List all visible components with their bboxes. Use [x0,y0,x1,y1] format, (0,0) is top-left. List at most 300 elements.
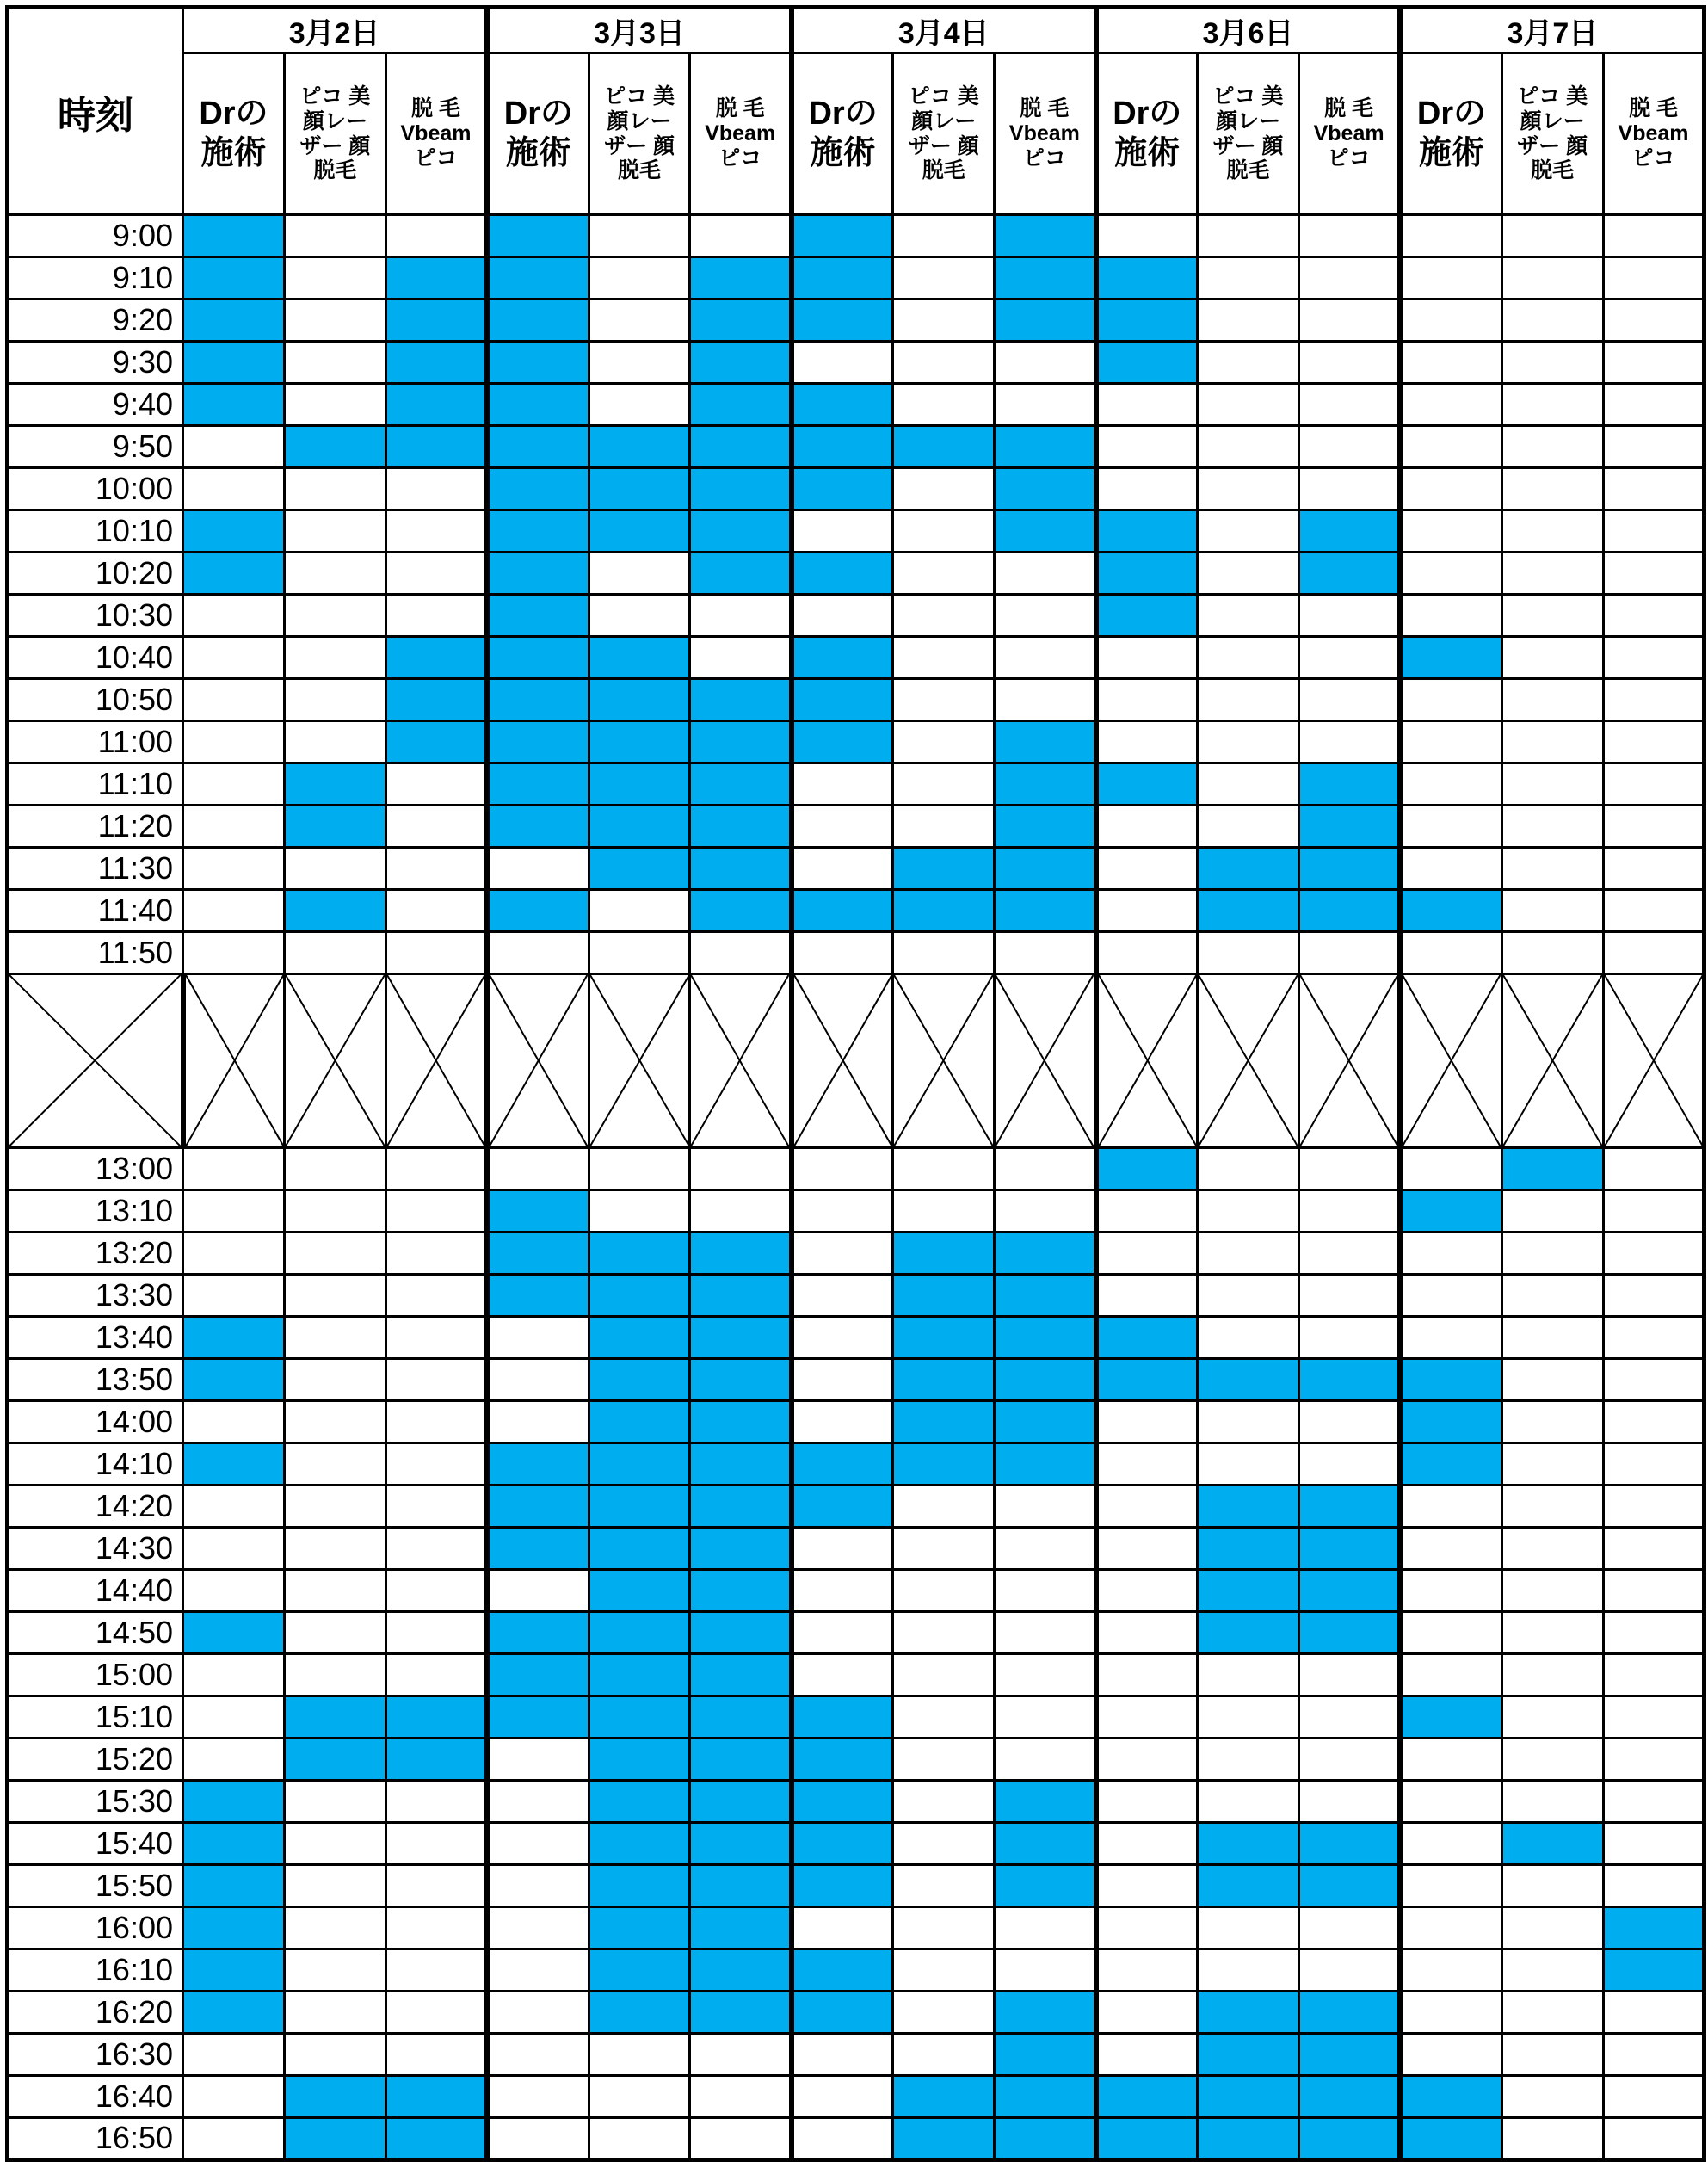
open-slot[interactable] [183,1189,285,1232]
open-slot[interactable] [1198,763,1299,806]
open-slot[interactable] [1603,2117,1705,2159]
open-slot[interactable] [1198,932,1299,974]
open-slot[interactable] [1400,426,1501,468]
booked-slot[interactable] [589,510,690,553]
booked-slot[interactable] [385,384,487,426]
open-slot[interactable] [1603,1527,1705,1569]
open-slot[interactable] [1096,1569,1198,1611]
booked-slot[interactable] [589,1485,690,1527]
open-slot[interactable] [1198,1949,1299,1991]
open-slot[interactable] [1501,426,1603,468]
open-slot[interactable] [995,1906,1096,1949]
open-slot[interactable] [1501,1442,1603,1485]
booked-slot[interactable] [1198,1991,1299,2033]
open-slot[interactable] [1096,1400,1198,1442]
open-slot[interactable] [792,1400,893,1442]
open-slot[interactable] [183,2033,285,2075]
open-slot[interactable] [995,1147,1096,1189]
open-slot[interactable] [1400,1906,1501,1949]
open-slot[interactable] [893,257,995,300]
booked-slot[interactable] [589,763,690,806]
open-slot[interactable] [1501,1189,1603,1232]
booked-slot[interactable] [1298,806,1400,848]
open-slot[interactable] [589,1189,690,1232]
open-slot[interactable] [792,1147,893,1189]
open-slot[interactable] [893,1906,995,1949]
open-slot[interactable] [1400,679,1501,721]
booked-slot[interactable] [792,384,893,426]
booked-slot[interactable] [792,215,893,257]
open-slot[interactable] [1298,1274,1400,1316]
open-slot[interactable] [893,1822,995,1864]
open-slot[interactable] [1603,1822,1705,1864]
open-slot[interactable] [385,1822,487,1864]
booked-slot[interactable] [1198,2075,1299,2117]
open-slot[interactable] [1096,806,1198,848]
open-slot[interactable] [589,2117,690,2159]
open-slot[interactable] [183,1147,285,1189]
open-slot[interactable] [995,679,1096,721]
open-slot[interactable] [1501,932,1603,974]
open-slot[interactable] [893,1569,995,1611]
booked-slot[interactable] [1298,2117,1400,2159]
booked-slot[interactable] [690,763,792,806]
booked-slot[interactable] [995,426,1096,468]
open-slot[interactable] [284,1653,385,1696]
open-slot[interactable] [183,468,285,510]
open-slot[interactable] [183,721,285,763]
open-slot[interactable] [690,2117,792,2159]
booked-slot[interactable] [1400,890,1501,932]
booked-slot[interactable] [690,1569,792,1611]
booked-slot[interactable] [690,510,792,553]
open-slot[interactable] [1400,384,1501,426]
booked-slot[interactable] [487,1653,589,1696]
open-slot[interactable] [589,553,690,595]
open-slot[interactable] [385,1485,487,1527]
open-slot[interactable] [284,1189,385,1232]
open-slot[interactable] [1096,1442,1198,1485]
open-slot[interactable] [1198,1274,1299,1316]
open-slot[interactable] [1501,1906,1603,1949]
booked-slot[interactable] [893,1274,995,1316]
open-slot[interactable] [1298,1442,1400,1485]
open-slot[interactable] [1096,1527,1198,1569]
open-slot[interactable] [385,1442,487,1485]
open-slot[interactable] [995,932,1096,974]
open-slot[interactable] [1198,215,1299,257]
open-slot[interactable] [183,1527,285,1569]
booked-slot[interactable] [385,721,487,763]
open-slot[interactable] [995,1738,1096,1780]
open-slot[interactable] [1198,1906,1299,1949]
open-slot[interactable] [284,1485,385,1527]
booked-slot[interactable] [284,806,385,848]
open-slot[interactable] [385,806,487,848]
booked-slot[interactable] [690,1274,792,1316]
open-slot[interactable] [1198,1780,1299,1822]
booked-slot[interactable] [1400,1400,1501,1442]
booked-slot[interactable] [1603,1949,1705,1991]
open-slot[interactable] [1603,1274,1705,1316]
booked-slot[interactable] [995,257,1096,300]
open-slot[interactable] [385,1400,487,1442]
open-slot[interactable] [792,1611,893,1653]
open-slot[interactable] [183,2075,285,2117]
open-slot[interactable] [589,932,690,974]
booked-slot[interactable] [589,1991,690,2033]
booked-slot[interactable] [284,1696,385,1738]
booked-slot[interactable] [1603,1906,1705,1949]
booked-slot[interactable] [589,721,690,763]
booked-slot[interactable] [385,2075,487,2117]
open-slot[interactable] [284,1442,385,1485]
booked-slot[interactable] [690,679,792,721]
booked-slot[interactable] [589,1696,690,1738]
booked-slot[interactable] [1400,1442,1501,1485]
booked-slot[interactable] [1298,1569,1400,1611]
open-slot[interactable] [1400,1949,1501,1991]
booked-slot[interactable] [183,215,285,257]
booked-slot[interactable] [690,257,792,300]
open-slot[interactable] [893,1738,995,1780]
booked-slot[interactable] [487,426,589,468]
booked-slot[interactable] [690,1780,792,1822]
open-slot[interactable] [1400,1738,1501,1780]
open-slot[interactable] [1298,1189,1400,1232]
booked-slot[interactable] [690,468,792,510]
open-slot[interactable] [1501,257,1603,300]
booked-slot[interactable] [690,1653,792,1696]
open-slot[interactable] [1198,300,1299,342]
booked-slot[interactable] [893,890,995,932]
booked-slot[interactable] [893,1232,995,1274]
open-slot[interactable] [1096,932,1198,974]
open-slot[interactable] [1298,721,1400,763]
open-slot[interactable] [690,637,792,679]
open-slot[interactable] [1603,721,1705,763]
open-slot[interactable] [589,257,690,300]
booked-slot[interactable] [792,1696,893,1738]
booked-slot[interactable] [995,215,1096,257]
open-slot[interactable] [589,1147,690,1189]
open-slot[interactable] [1603,1653,1705,1696]
booked-slot[interactable] [487,215,589,257]
open-slot[interactable] [385,1949,487,1991]
open-slot[interactable] [284,679,385,721]
booked-slot[interactable] [183,1442,285,1485]
open-slot[interactable] [284,468,385,510]
booked-slot[interactable] [589,468,690,510]
booked-slot[interactable] [690,721,792,763]
open-slot[interactable] [487,1738,589,1780]
open-slot[interactable] [1603,1864,1705,1906]
booked-slot[interactable] [1198,1485,1299,1527]
booked-slot[interactable] [589,1906,690,1949]
booked-slot[interactable] [183,1864,285,1906]
open-slot[interactable] [893,342,995,384]
open-slot[interactable] [1096,1906,1198,1949]
open-slot[interactable] [183,426,285,468]
open-slot[interactable] [1400,215,1501,257]
booked-slot[interactable] [284,2117,385,2159]
open-slot[interactable] [1400,2033,1501,2075]
open-slot[interactable] [1400,300,1501,342]
booked-slot[interactable] [792,426,893,468]
booked-slot[interactable] [487,806,589,848]
booked-slot[interactable] [385,1696,487,1738]
booked-slot[interactable] [487,637,589,679]
open-slot[interactable] [1603,679,1705,721]
booked-slot[interactable] [487,510,589,553]
booked-slot[interactable] [792,1822,893,1864]
booked-slot[interactable] [690,1991,792,2033]
open-slot[interactable] [1298,1696,1400,1738]
booked-slot[interactable] [589,1274,690,1316]
open-slot[interactable] [792,1906,893,1949]
open-slot[interactable] [589,215,690,257]
open-slot[interactable] [1603,763,1705,806]
open-slot[interactable] [183,1485,285,1527]
booked-slot[interactable] [893,1358,995,1400]
open-slot[interactable] [1603,1485,1705,1527]
booked-slot[interactable] [792,721,893,763]
open-slot[interactable] [1298,300,1400,342]
open-slot[interactable] [1501,1358,1603,1400]
booked-slot[interactable] [589,848,690,890]
open-slot[interactable] [385,2033,487,2075]
open-slot[interactable] [893,679,995,721]
open-slot[interactable] [284,848,385,890]
open-slot[interactable] [995,553,1096,595]
open-slot[interactable] [487,1316,589,1358]
booked-slot[interactable] [1298,1864,1400,1906]
booked-slot[interactable] [690,848,792,890]
booked-slot[interactable] [385,637,487,679]
open-slot[interactable] [1603,1780,1705,1822]
open-slot[interactable] [893,553,995,595]
booked-slot[interactable] [487,679,589,721]
open-slot[interactable] [284,1274,385,1316]
booked-slot[interactable] [690,1864,792,1906]
open-slot[interactable] [183,1400,285,1442]
open-slot[interactable] [690,1147,792,1189]
open-slot[interactable] [1501,1949,1603,1991]
booked-slot[interactable] [487,1189,589,1232]
open-slot[interactable] [284,1232,385,1274]
open-slot[interactable] [893,1696,995,1738]
open-slot[interactable] [487,1864,589,1906]
open-slot[interactable] [1096,679,1198,721]
open-slot[interactable] [1501,510,1603,553]
open-slot[interactable] [1603,595,1705,637]
booked-slot[interactable] [183,1949,285,1991]
open-slot[interactable] [183,679,285,721]
booked-slot[interactable] [487,342,589,384]
booked-slot[interactable] [284,2075,385,2117]
open-slot[interactable] [893,763,995,806]
booked-slot[interactable] [690,426,792,468]
open-slot[interactable] [284,2033,385,2075]
open-slot[interactable] [487,1949,589,1991]
open-slot[interactable] [1501,2033,1603,2075]
open-slot[interactable] [1096,1232,1198,1274]
open-slot[interactable] [1501,1316,1603,1358]
open-slot[interactable] [183,1274,285,1316]
open-slot[interactable] [792,595,893,637]
open-slot[interactable] [487,2075,589,2117]
open-slot[interactable] [1603,342,1705,384]
open-slot[interactable] [385,468,487,510]
booked-slot[interactable] [487,763,589,806]
booked-slot[interactable] [690,1400,792,1442]
open-slot[interactable] [589,595,690,637]
open-slot[interactable] [284,637,385,679]
booked-slot[interactable] [589,1780,690,1822]
open-slot[interactable] [893,721,995,763]
open-slot[interactable] [1501,637,1603,679]
open-slot[interactable] [1298,679,1400,721]
booked-slot[interactable] [792,1780,893,1822]
booked-slot[interactable] [1298,848,1400,890]
open-slot[interactable] [690,2033,792,2075]
open-slot[interactable] [1198,1147,1299,1189]
open-slot[interactable] [487,932,589,974]
open-slot[interactable] [183,2117,285,2159]
booked-slot[interactable] [690,1738,792,1780]
open-slot[interactable] [284,342,385,384]
open-slot[interactable] [1400,553,1501,595]
open-slot[interactable] [183,932,285,974]
booked-slot[interactable] [183,1611,285,1653]
open-slot[interactable] [1501,890,1603,932]
open-slot[interactable] [1603,510,1705,553]
open-slot[interactable] [893,1147,995,1189]
booked-slot[interactable] [487,300,589,342]
open-slot[interactable] [385,1780,487,1822]
open-slot[interactable] [1096,468,1198,510]
booked-slot[interactable] [1298,2033,1400,2075]
open-slot[interactable] [792,1569,893,1611]
open-slot[interactable] [1603,468,1705,510]
booked-slot[interactable] [792,468,893,510]
open-slot[interactable] [1501,468,1603,510]
open-slot[interactable] [893,1485,995,1527]
open-slot[interactable] [893,215,995,257]
booked-slot[interactable] [792,300,893,342]
booked-slot[interactable] [487,1696,589,1738]
open-slot[interactable] [1198,806,1299,848]
open-slot[interactable] [1501,1864,1603,1906]
open-slot[interactable] [284,384,385,426]
booked-slot[interactable] [792,1442,893,1485]
booked-slot[interactable] [1400,1696,1501,1738]
booked-slot[interactable] [487,721,589,763]
open-slot[interactable] [792,510,893,553]
open-slot[interactable] [183,1232,285,1274]
booked-slot[interactable] [183,257,285,300]
booked-slot[interactable] [183,1991,285,2033]
open-slot[interactable] [690,932,792,974]
booked-slot[interactable] [1400,637,1501,679]
booked-slot[interactable] [589,1738,690,1780]
open-slot[interactable] [1400,342,1501,384]
open-slot[interactable] [1400,1653,1501,1696]
open-slot[interactable] [1298,1738,1400,1780]
open-slot[interactable] [487,1400,589,1442]
open-slot[interactable] [589,2033,690,2075]
open-slot[interactable] [1198,1653,1299,1696]
open-slot[interactable] [1603,637,1705,679]
open-slot[interactable] [1198,510,1299,553]
booked-slot[interactable] [1198,1864,1299,1906]
open-slot[interactable] [1501,1780,1603,1822]
booked-slot[interactable] [995,1316,1096,1358]
open-slot[interactable] [1603,1991,1705,2033]
open-slot[interactable] [893,1527,995,1569]
open-slot[interactable] [1501,1485,1603,1527]
open-slot[interactable] [1096,890,1198,932]
open-slot[interactable] [1501,679,1603,721]
open-slot[interactable] [690,595,792,637]
booked-slot[interactable] [893,2117,995,2159]
open-slot[interactable] [284,595,385,637]
open-slot[interactable] [284,1949,385,1991]
booked-slot[interactable] [792,1864,893,1906]
open-slot[interactable] [1298,426,1400,468]
booked-slot[interactable] [284,763,385,806]
open-slot[interactable] [1198,1316,1299,1358]
booked-slot[interactable] [1198,2033,1299,2075]
open-slot[interactable] [487,1906,589,1949]
open-slot[interactable] [893,1780,995,1822]
booked-slot[interactable] [183,1780,285,1822]
open-slot[interactable] [1198,1696,1299,1738]
open-slot[interactable] [995,1696,1096,1738]
open-slot[interactable] [385,890,487,932]
booked-slot[interactable] [995,763,1096,806]
open-slot[interactable] [1298,1906,1400,1949]
open-slot[interactable] [1400,1527,1501,1569]
booked-slot[interactable] [1096,2117,1198,2159]
open-slot[interactable] [1298,1780,1400,1822]
open-slot[interactable] [1198,384,1299,426]
booked-slot[interactable] [487,384,589,426]
open-slot[interactable] [690,215,792,257]
booked-slot[interactable] [1096,1316,1198,1358]
open-slot[interactable] [284,932,385,974]
booked-slot[interactable] [893,1442,995,1485]
booked-slot[interactable] [1298,1358,1400,1400]
booked-slot[interactable] [1501,1822,1603,1864]
open-slot[interactable] [1400,721,1501,763]
booked-slot[interactable] [385,679,487,721]
booked-slot[interactable] [792,637,893,679]
booked-slot[interactable] [893,1400,995,1442]
booked-slot[interactable] [487,1527,589,1569]
booked-slot[interactable] [995,806,1096,848]
booked-slot[interactable] [385,342,487,384]
open-slot[interactable] [385,1864,487,1906]
open-slot[interactable] [1198,553,1299,595]
booked-slot[interactable] [183,342,285,384]
open-slot[interactable] [284,721,385,763]
open-slot[interactable] [1501,1569,1603,1611]
open-slot[interactable] [792,1274,893,1316]
booked-slot[interactable] [690,806,792,848]
booked-slot[interactable] [1298,1527,1400,1569]
booked-slot[interactable] [995,848,1096,890]
